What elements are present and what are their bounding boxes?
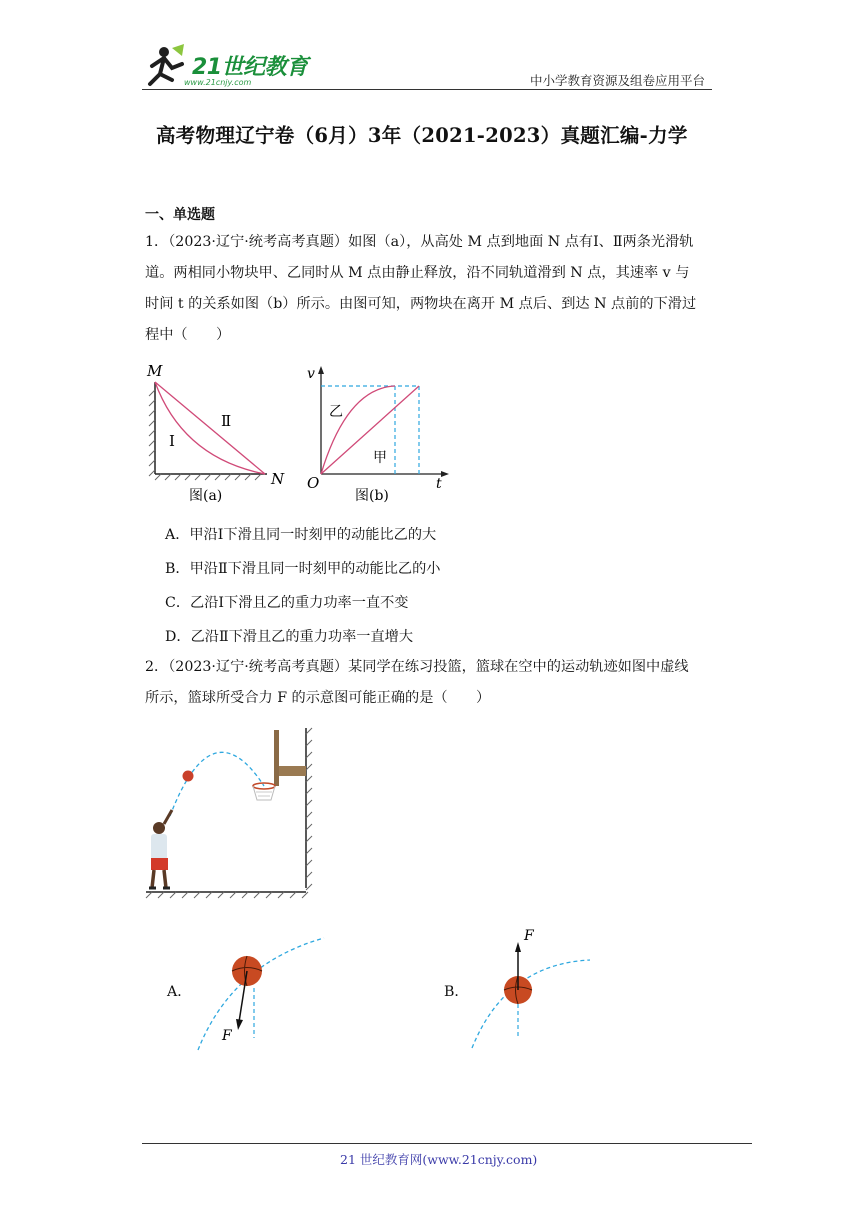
label-M: M (147, 362, 163, 380)
label-O: O (307, 474, 320, 492)
label-v: v (307, 366, 315, 382)
label-N: N (271, 470, 285, 488)
caption-b: 图(b) (355, 488, 389, 504)
label-I: I (169, 432, 175, 450)
question-1-line: 时间 t 的关系如图（b）所示。由图可知，两物块在离开 M 点后、到达 N 点前的下滑过 (145, 296, 697, 312)
question-1-line: 程中（ ） (145, 327, 231, 343)
question-1-text (145, 227, 725, 351)
header-platform-text: 中小学教育资源及组卷应用平台 (530, 73, 706, 88)
question-1-line: 1．（2023·辽宁·统考高考真题）如图（a），从高处 M 点到地面 N 点有Ⅰ、Ⅱ两条光滑轨 (145, 234, 694, 250)
page-title: 高考物理辽宁卷（6月）3年（2021-2023）真题汇编-力学 (156, 124, 688, 147)
label-jia: 甲 (373, 450, 387, 466)
label-II: Ⅱ (221, 412, 232, 430)
label-yi: 乙 (329, 404, 343, 420)
option-a-label[interactable]: A． (167, 984, 192, 1000)
header-logo (142, 44, 312, 92)
footer-divider (142, 1143, 752, 1144)
figure-a (143, 362, 293, 507)
question-2-line: 所示，篮球所受合力 F 的示意图可能正确的是（ ） (145, 690, 491, 706)
force-label-a: F (222, 1028, 232, 1044)
option-c[interactable]: C．乙沿Ⅰ下滑且乙的重力功率一直不变 (165, 595, 409, 611)
option-b[interactable]: B．甲沿Ⅱ下滑且同一时刻甲的动能比乙的小 (165, 561, 441, 577)
label-t: t (436, 476, 442, 492)
question-1-line: 道。两相同小物块甲、乙同时从 M 点由静止释放，沿不同轨道滑到 N 点，其速率 v 与 (145, 265, 690, 281)
section-title: 一、单选题 (145, 207, 215, 223)
basketball-scene (142, 724, 322, 914)
force-label-b: F (524, 928, 534, 944)
option-a-figure[interactable] (192, 934, 332, 1054)
logo-text: 21世纪教育 (192, 55, 308, 80)
header-divider (142, 89, 712, 90)
figure-b (303, 362, 453, 507)
footer-text[interactable]: 21 世纪教育网(www.21cnjy.com) (340, 1152, 538, 1167)
option-b-label[interactable]: B． (444, 984, 469, 1000)
runner-logo-icon (142, 44, 186, 88)
option-d[interactable]: D．乙沿Ⅱ下滑且乙的重力功率一直增大 (165, 629, 414, 645)
option-b-figure[interactable] (462, 924, 612, 1054)
logo-url: www.21cnjy.com (184, 78, 252, 87)
question-2-line: 2．（2023·辽宁·统考高考真题）某同学在练习投篮，篮球在空中的运动轨迹如图中虚线 (145, 659, 689, 675)
question-2-text (145, 652, 725, 714)
option-a[interactable]: A．甲沿Ⅰ下滑且同一时刻甲的动能比乙的大 (165, 527, 437, 543)
caption-a: 图(a) (189, 488, 223, 504)
